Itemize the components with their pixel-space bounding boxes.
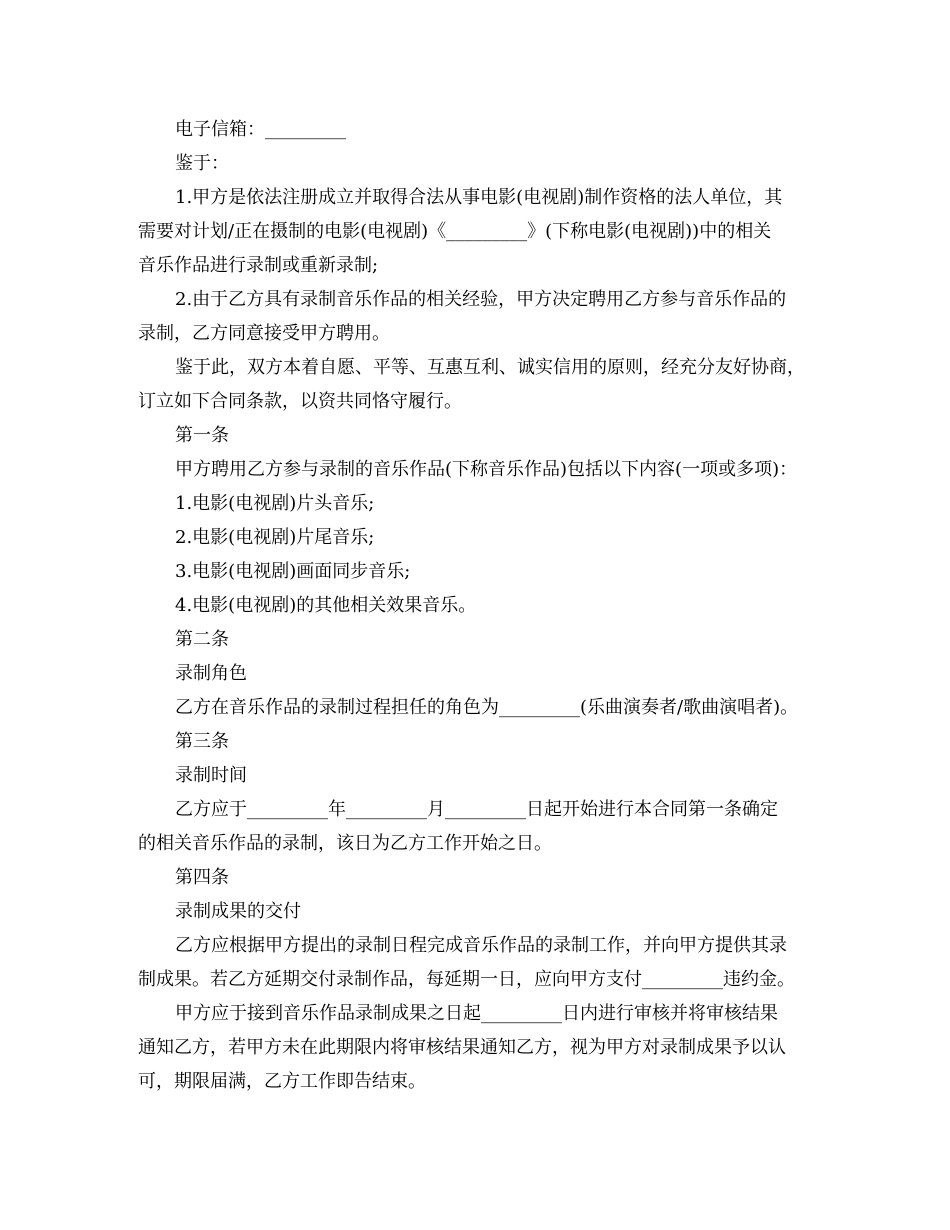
clause-1-line-3: 音乐作品进行录制或重新录制; [138, 255, 379, 276]
article-1-item-1: 1.电影(电视剧)片头音乐; [175, 493, 375, 514]
clause-2-line-2: 录制，乙方同意接受甲方聘用。 [138, 323, 390, 344]
article-4-heading: 第四条 [175, 867, 229, 888]
contract-page [138, 113, 828, 1099]
article-4-body-3: 甲方应于接到音乐作品录制成果之日起_________日内进行审核并将审核结果 [175, 1003, 778, 1024]
article-3-body-2: 的相关音乐作品的录制，该日为乙方工作开始之日。 [138, 833, 552, 854]
article-2-heading: 第二条 [175, 629, 229, 650]
article-4-body-1: 乙方应根据甲方提出的录制日程完成音乐作品的录制工作，并向甲方提供其录 [175, 935, 787, 956]
article-4-body-2: 制成果。若乙方延期交付录制作品，每延期一日，应向甲方支付_________违约金。 [138, 969, 795, 990]
article-1-intro: 甲方聘用乙方参与录制的音乐作品(下称音乐作品)包括以下内容(一项或多项)： [175, 459, 798, 480]
article-1-item-4: 4.电影(电视剧)的其他相关效果音乐。 [175, 595, 477, 616]
clause-1-line-2: 需要对计划/正在摄制的电影(电视剧)《_________》(下称电影(电视剧))中的相关 [138, 221, 772, 242]
article-4-body-4: 通知乙方，若甲方未在此期限内将审核结果通知乙方，视为甲方对录制成果予以认 [138, 1037, 786, 1058]
article-1-heading: 第一条 [175, 425, 229, 446]
clause-1-line-1: 1.甲方是依法注册成立并取得合法从事电影(电视剧)制作资格的法人单位，其 [175, 187, 783, 208]
article-4-body-5: 可，期限届满，乙方工作即告结束。 [138, 1071, 426, 1092]
article-3-body-1: 乙方应于_________年_________月_________日起开始进行本合同第一条确定 [175, 799, 778, 820]
article-1-item-2: 2.电影(电视剧)片尾音乐; [175, 527, 375, 548]
whereas-heading: 鉴于： [175, 153, 229, 174]
article-2-title: 录制角色 [175, 663, 247, 684]
email-line: 电子信箱：_________ [175, 119, 346, 140]
article-3-title: 录制时间 [175, 765, 247, 786]
agreement-line-1: 鉴于此，双方本着自愿、平等、互惠互利、诚实信用的原则，经充分友好协商， [175, 357, 805, 378]
clause-2-line-1: 2.由于乙方具有录制音乐作品的相关经验，甲方决定聘用乙方参与音乐作品的 [175, 289, 787, 310]
article-1-item-3: 3.电影(电视剧)画面同步音乐; [175, 561, 411, 582]
agreement-line-2: 订立如下合同条款，以资共同恪守履行。 [138, 391, 462, 412]
article-4-title: 录制成果的交付 [175, 901, 301, 922]
article-2-body: 乙方在音乐作品的录制过程担任的角色为_________(乐曲演奏者/歌曲演唱者)。 [175, 697, 799, 718]
article-3-heading: 第三条 [175, 731, 229, 752]
